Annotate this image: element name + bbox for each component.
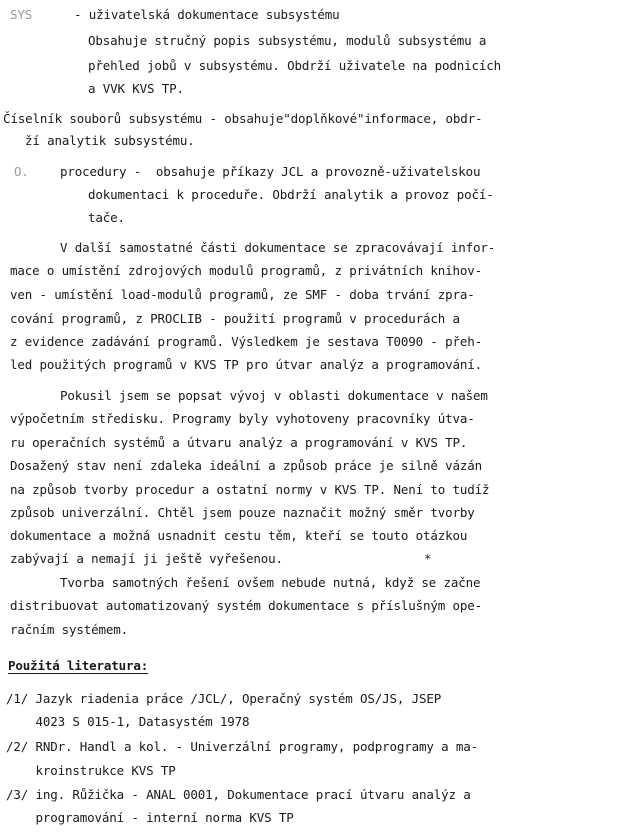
item-sys-line: - uživatelská dokumentace subsystému <box>74 7 340 22</box>
literature-ref: programování - interní norma KVS TP <box>6 810 294 825</box>
item-sys-line: přehled jobů v subsystému. Obdrží uživatele na podnicích <box>88 58 502 73</box>
paragraph-2-line: Dosažený stav není zdaleka ideální a způsob práce je silně vázán <box>10 458 483 473</box>
literature-heading: Použitá literatura: <box>8 658 149 673</box>
paragraph-2-line: na způsob tvorby procedur a ostatní normy v KVS TP. Není to tudíž <box>10 482 490 497</box>
paragraph-2-line: Pokusil jsem se popsat vývoj v oblasti dokumentace v našem <box>60 388 488 403</box>
paragraph-1-line: mace o umístění zdrojových modulů programů, z privátních knihov- <box>10 263 483 278</box>
literature-ref: /2/ RNDr. Handl a kol. - Univerzální programy, podprogramy a ma- <box>6 739 479 754</box>
paragraph-3-line: račním systémem. <box>10 622 129 637</box>
literature-ref: kroinstrukce KVS TP <box>6 763 176 778</box>
paragraph-2-line: ru operačních systémů a útvaru analýz a programování v KVS TP. <box>10 435 468 450</box>
paragraph-3-line: distribuovat automatizovaný systém dokumentace s příslušným ope- <box>10 598 483 613</box>
item-sys-label: SYS <box>10 7 33 22</box>
item-procedury-line: dokumentaci k proceduře. Obdrží analytik a provoz počí- <box>88 187 494 202</box>
paragraph-1-line: led použitých programů v KVS TP pro útvar analýz a programování. <box>10 357 483 372</box>
paragraph-2-line: způsob univerzální. Chtěl jsem pouze naznačit možný směr tvorby <box>10 505 475 520</box>
item-procedury-line: tače. <box>88 210 125 225</box>
paragraph-1-line: z evidence zadávání programů. Výsledkem je sestava T0090 - přeh- <box>10 334 483 349</box>
paragraph-1-line: ven - umístění load-modulů programů, ze SMF - doba trvání zpra- <box>10 287 475 302</box>
paragraph-3-line: Tvorba samotných řešení ovšem nebude nutná, když se začne <box>60 575 481 590</box>
paragraph-2-line: zabývají a nemají ji ještě vyřešenou. <box>10 551 283 566</box>
item-sys-line: Obsahuje stručný popis subsystému, modulů subsystému a <box>88 33 487 48</box>
item-procedury-line: procedury - obsahuje příkazy JCL a provozně-uživatelskou <box>60 164 481 179</box>
paragraph-2-line: výpočetním středisku. Programy byly vyhotoveny pracovníky útva- <box>10 411 475 426</box>
literature-ref: 4023 S 015-1, Datasystém 1978 <box>6 714 250 729</box>
paragraph-2-line: dokumentace a možná usnadnit cestu těm, kteří se touto otázkou <box>10 528 468 543</box>
paragraph-1-line: V další samostatné části dokumentace se zpracovávají infor- <box>60 240 496 255</box>
item-sys-line: a VVK KVS TP. <box>88 81 184 96</box>
item-ciselnik-line: Číselník souborů subsystému - obsahuje"doplňkové"informace, obdr- <box>3 111 483 126</box>
stray-mark: * <box>424 551 432 566</box>
literature-ref: /3/ ing. Růžička - ANAL 0001, Dokumentace prací útvaru analýz a <box>6 787 471 802</box>
item-ciselnik-line: ží analytik subsystému. <box>25 133 195 148</box>
item-procedury-label: O. <box>14 164 29 179</box>
paragraph-1-line: cování programů, z PROCLIB - použití programů v procedurách a <box>10 311 460 326</box>
literature-ref: /1/ Jazyk riadenia práce /JCL/, Operačný systém OS/JS, JSEP <box>6 691 442 706</box>
